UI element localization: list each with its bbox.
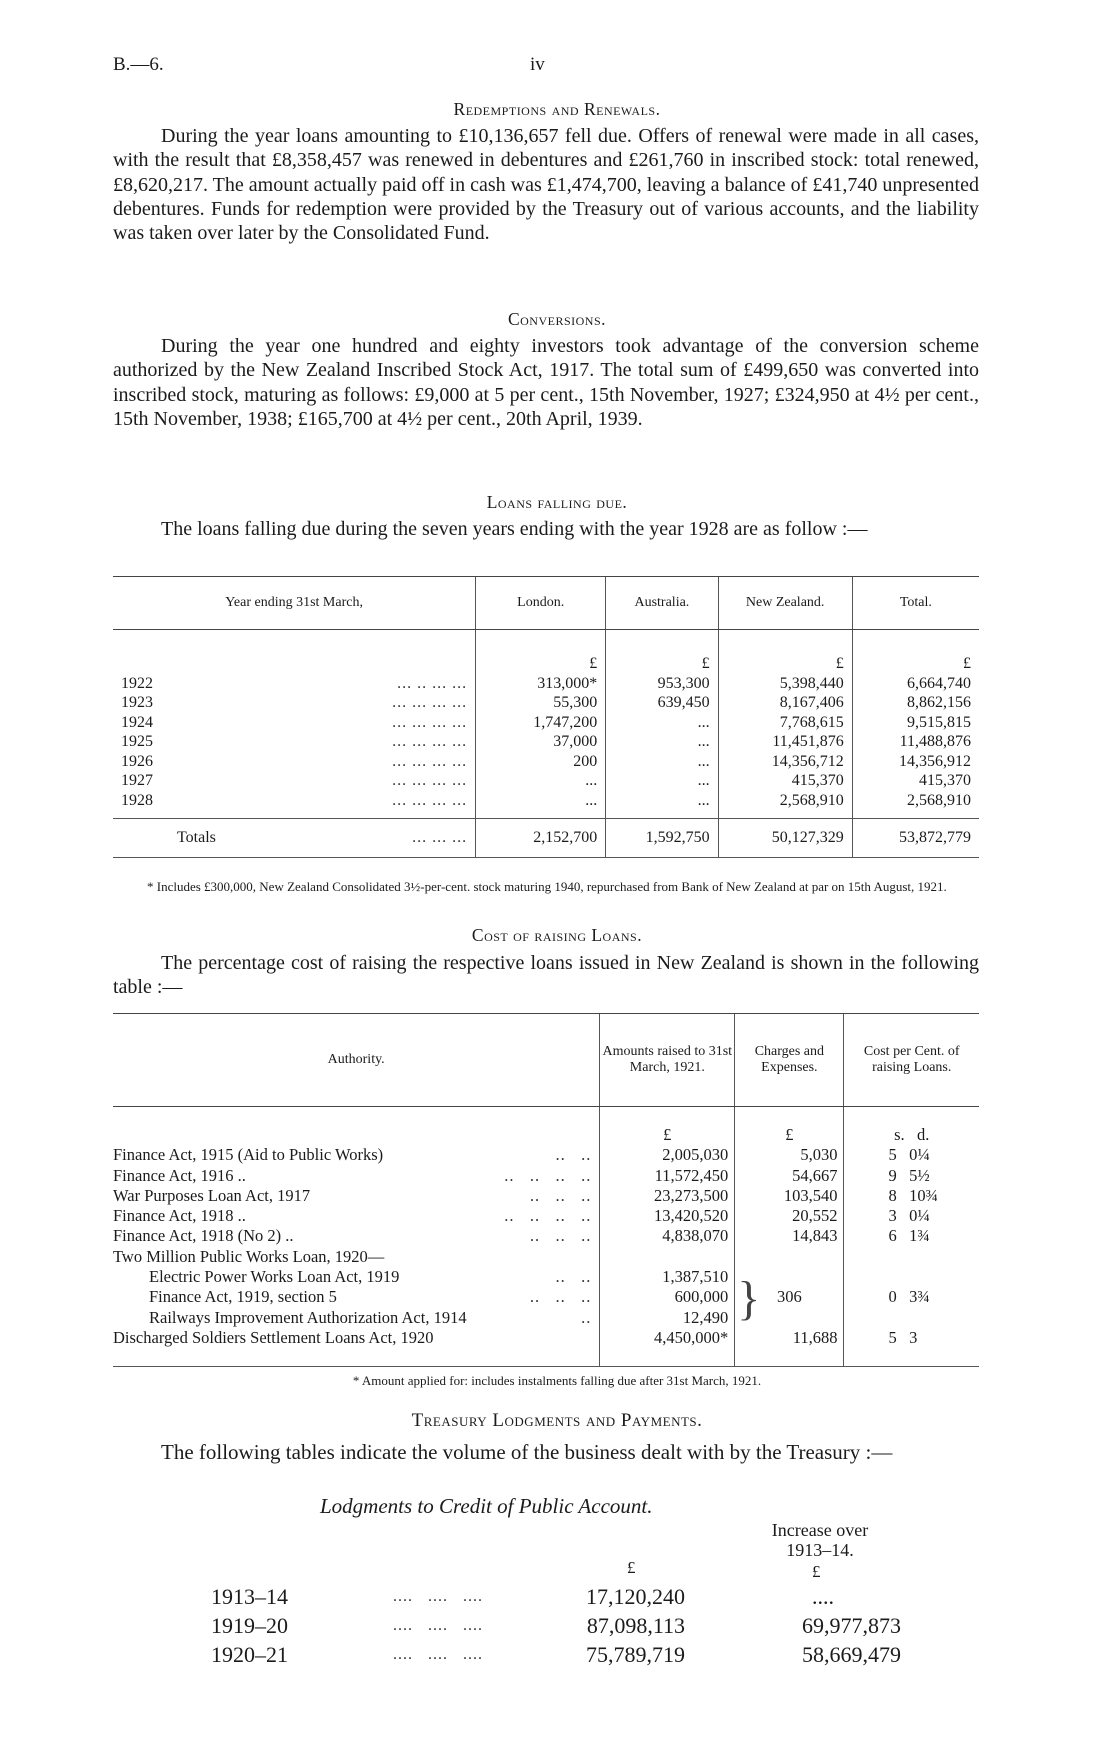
increase-cell: 69,977,873 (802, 1613, 901, 1638)
column-header-cost-per-cent: Cost per Cent. of raising Loans. (844, 1014, 979, 1107)
table-row (113, 771, 979, 791)
totals-label: Totals (177, 829, 216, 847)
charges-unit: £ (735, 1125, 844, 1145)
leader-dots: .. .. .. .. (504, 1206, 592, 1226)
leader-dots: ... ... ... ... (392, 713, 468, 731)
year-cell: 1923 (121, 694, 153, 711)
loans-falling-due-table (113, 576, 979, 858)
cost-of-raising-loans-table (113, 1013, 979, 1367)
leader-dots: ... ... ... ... (392, 772, 468, 789)
grand-total: 53,872,779 (852, 819, 979, 858)
paragraph-text: During the year loans amounting to £10,136,657 fell due. Offers of renewal were made in all cases, with the result that £8,358,457 was renewed in debentures and £261,760 in inscribed stock: total renewed, £8,620,217. The amount actually paid off in cash was £1,474,700, leaving a balance of £41,740 unpresented debentures. Funds for redemption were provided by the Treasury out of various accounts, and the liability was taken over later by the Consolidated Fund. (113, 125, 979, 245)
cost-cell: 9 5½ (844, 1166, 979, 1186)
authority-cell: Finance Act, 1918 .. (113, 1206, 246, 1226)
australia-cell: ... (606, 771, 718, 791)
lodgments-table (210, 1582, 902, 1669)
table-row (210, 1582, 902, 1611)
cost-cell: 8 10¾ (844, 1186, 979, 1206)
year-cell: 1928 (121, 791, 153, 809)
london-cell: 1,747,200 (476, 713, 606, 733)
cost-footnote: * Amount applied for: includes instalments falling due after 31st March, 1921. (352, 1373, 762, 1388)
column-header-london: London. (476, 577, 606, 630)
london-cell: 55,300 (476, 693, 606, 713)
page-number: iv (530, 54, 545, 75)
nz-total: 50,127,329 (718, 819, 852, 858)
total-cell: 9,515,815 (852, 713, 979, 733)
nz-cell: 14,356,712 (718, 752, 852, 772)
column-header-total: Total. (852, 577, 979, 630)
currency-symbol: £ (476, 654, 606, 674)
column-header-new-zealand: New Zealand. (718, 577, 852, 630)
section-title-loans-due: Loans falling due. (486, 492, 628, 512)
nz-cell: 415,370 (718, 771, 852, 791)
cost-cell: 5 0¼ (844, 1145, 979, 1165)
group-cost: 0 3¾ (844, 1267, 979, 1328)
cost-cell: 3 0¼ (844, 1206, 979, 1226)
amount-cell: 87,098,113 (586, 1613, 685, 1638)
london-total: 2,152,700 (476, 819, 606, 858)
table-row (113, 1226, 979, 1246)
paragraph-text: The loans falling due during the seven years ending with the year 1928 are as follow :— (161, 518, 868, 540)
total-cell: 8,862,156 (852, 693, 979, 713)
authority-cell: Finance Act, 1919, section 5 (149, 1287, 337, 1307)
authority-cell: Finance Act, 1918 (No 2) .. (113, 1226, 294, 1246)
total-cell: 11,488,876 (852, 732, 979, 752)
leader-dots: .. .. .. (529, 1185, 592, 1205)
amount-cell: 1,387,510 (600, 1267, 735, 1287)
increase-column-header: Increase over 1913–14. (771, 1520, 869, 1560)
year-cell: 1922 (121, 674, 153, 692)
currency-symbol: £ (606, 654, 718, 674)
leader-dots: .. .. .. (529, 1287, 592, 1307)
table-row (113, 1145, 979, 1165)
table-row (113, 713, 979, 733)
amount-unit: £ (600, 1125, 735, 1145)
table-row (113, 1328, 979, 1348)
authority-cell: Finance Act, 1915 (Aid to Public Works) (113, 1145, 384, 1165)
australia-cell: ... (606, 752, 718, 772)
table-row (113, 752, 979, 772)
section-title-conversions: Conversions. (507, 309, 607, 329)
column-header-charges: Charges and Expenses. (735, 1014, 844, 1107)
column-header-year: Year ending 31st March, (113, 577, 476, 630)
table-row (113, 732, 979, 752)
cost-cell: 6 1¾ (844, 1226, 979, 1246)
cost-unit: s. d. (844, 1125, 979, 1145)
group-title-row (113, 1247, 979, 1267)
table-header-row (113, 1014, 979, 1107)
charges-cell: 20,552 (735, 1206, 844, 1226)
table-row (113, 674, 979, 694)
total-cell: 6,664,740 (852, 674, 979, 694)
leader-dots: .. .. (555, 1145, 592, 1165)
loans-footnote: * Includes £300,000, New Zealand Consolidated 3½-per-cent. stock maturing 1940, repurchased from Bank of New Zealand at par on 15th August, 1921. (147, 879, 947, 894)
australia-cell: ... (606, 713, 718, 733)
amount-cell: 600,000 (600, 1287, 735, 1307)
group-title: Two Million Public Works Loan, 1920— (113, 1246, 385, 1266)
amount-cell: 75,789,719 (586, 1642, 685, 1667)
nz-cell: 8,167,406 (718, 693, 852, 713)
column-header-australia: Australia. (606, 577, 718, 630)
authority-cell: Discharged Soldiers Settlement Loans Act, 1920 (113, 1327, 434, 1347)
table-row (113, 693, 979, 713)
leader-dots: .. (581, 1307, 592, 1327)
table-row (113, 791, 979, 811)
year-cell: 1924 (121, 713, 153, 731)
london-cell: 37,000 (476, 732, 606, 752)
amount-cell: 2,005,030 (600, 1145, 735, 1165)
paragraph-text: During the year one hundred and eighty investors took advantage of the conversion scheme authorized by the New Zealand Inscribed Stock Act, 1917. The total sum of £499,650 was converted into inscribed stock, maturing as follows: £9,000 at 5 per cent., 15th November, 1927; £324,950 at 4½ per cent., 15th November, 1938; £165,700 at 4½ per cent., 20th April, 1939. (113, 335, 979, 430)
paragraph-text: The percentage cost of raising the respective loans issued in New Zealand is shown in the following table :— (113, 952, 979, 999)
units-row (113, 1125, 979, 1145)
nz-cell: 5,398,440 (718, 674, 852, 694)
charges-cell: 14,843 (735, 1226, 844, 1246)
increase-currency: £ (812, 1562, 821, 1581)
brace-icon: } (737, 1272, 761, 1326)
amount-currency: £ (627, 1558, 636, 1577)
charges-cell: 54,667 (735, 1166, 844, 1186)
cost-cell: 5 3 (844, 1328, 979, 1348)
group-charges-cell (735, 1267, 844, 1328)
paragraph-conversions (113, 334, 979, 431)
year-cell: 1913–14 (211, 1584, 288, 1609)
total-cell: 2,568,910 (852, 791, 979, 811)
amount-cell: 4,838,070 (600, 1226, 735, 1246)
column-header-authority: Authority. (113, 1014, 600, 1107)
total-cell: 14,356,912 (852, 752, 979, 772)
table-row (113, 1206, 979, 1226)
total-cell: 415,370 (852, 771, 979, 791)
year-cell: 1927 (121, 772, 153, 789)
authority-cell: War Purposes Loan Act, 1917 (113, 1185, 311, 1205)
currency-symbol: £ (852, 654, 979, 674)
leader-dots: ... ... ... ... (392, 733, 468, 750)
paragraph-loans-due (113, 517, 979, 541)
amount-cell: 23,273,500 (600, 1186, 735, 1206)
year-cell: 1925 (121, 733, 153, 750)
year-cell: 1919–20 (211, 1613, 288, 1638)
leader-dots: .... .... .... (393, 1588, 483, 1605)
leader-dots: .... .... .... (393, 1646, 483, 1663)
amount-cell: 11,572,450 (600, 1166, 735, 1186)
charges-cell: 11,688 (735, 1328, 844, 1348)
nz-cell: 11,451,876 (718, 732, 852, 752)
london-cell: ... (476, 771, 606, 791)
table-row (210, 1611, 902, 1640)
increase-cell: 58,669,479 (802, 1642, 901, 1667)
leader-dots: .. .. .. .. (504, 1165, 592, 1185)
increase-value: .... (812, 1584, 834, 1609)
table-header-row (113, 577, 979, 630)
authority-cell: Railways Improvement Authorization Act, 1914 (149, 1307, 467, 1327)
year-cell: 1920–21 (211, 1642, 288, 1667)
lodgments-title: Lodgments to Credit of Public Account. (320, 1494, 653, 1518)
leader-dots: .... .... .... (393, 1617, 483, 1634)
section-title-cost: Cost of raising Loans. (471, 925, 643, 945)
column-header-amounts: Amounts raised to 31st March, 1921. (600, 1014, 735, 1107)
amount-cell: 4,450,000* (600, 1328, 735, 1348)
leader-dots: ... .. ... ... (397, 674, 468, 692)
charges-cell: 5,030 (735, 1145, 844, 1165)
australia-cell: 953,300 (606, 674, 718, 694)
nz-cell: 2,568,910 (718, 791, 852, 811)
table-row (113, 1186, 979, 1206)
australia-cell: 639,450 (606, 693, 718, 713)
table-row (113, 1267, 979, 1287)
australia-cell: ... (606, 791, 718, 811)
document-reference: B.—6. (113, 54, 164, 75)
australia-cell: ... (606, 732, 718, 752)
section-title-treasury: Treasury Lodgments and Payments. (411, 1410, 703, 1431)
totals-row (113, 819, 979, 858)
authority-cell: Electric Power Works Loan Act, 1919 (149, 1267, 400, 1287)
leader-dots: ... ... ... ... (392, 694, 468, 711)
leader-dots: ... ... ... ... (392, 791, 468, 809)
increase-cell (686, 1582, 902, 1611)
australia-total: 1,592,750 (606, 819, 718, 858)
table-row (113, 1166, 979, 1186)
london-cell: 200 (476, 752, 606, 772)
amount-cell: 13,420,520 (600, 1206, 735, 1226)
currency-symbol: £ (718, 654, 852, 674)
leader-dots: .. .. .. (529, 1226, 592, 1246)
currency-row (113, 654, 979, 674)
amount-cell: 17,120,240 (586, 1584, 685, 1609)
paragraph-text: The following tables indicate the volume of the business dealt with by the Treasury :— (161, 1440, 893, 1464)
section-title-redemptions: Redemptions and Renewals. (453, 99, 661, 119)
group-charges: 306 (776, 1287, 802, 1307)
authority-cell: Finance Act, 1916 .. (113, 1165, 246, 1185)
table-row (210, 1640, 902, 1669)
london-cell: ... (476, 791, 606, 811)
nz-cell: 7,768,615 (718, 713, 852, 733)
amount-cell: 12,490 (600, 1308, 735, 1328)
charges-cell: 103,540 (735, 1186, 844, 1206)
leader-dots: .. .. (555, 1267, 592, 1287)
year-cell: 1926 (121, 752, 153, 770)
paragraph-cost (113, 951, 979, 1000)
leader-dots: ... ... ... (412, 829, 468, 847)
paragraph-treasury (113, 1439, 979, 1465)
leader-dots: ... ... ... ... (392, 752, 468, 770)
paragraph-redemptions (113, 124, 979, 245)
london-cell: 313,000* (476, 674, 606, 694)
